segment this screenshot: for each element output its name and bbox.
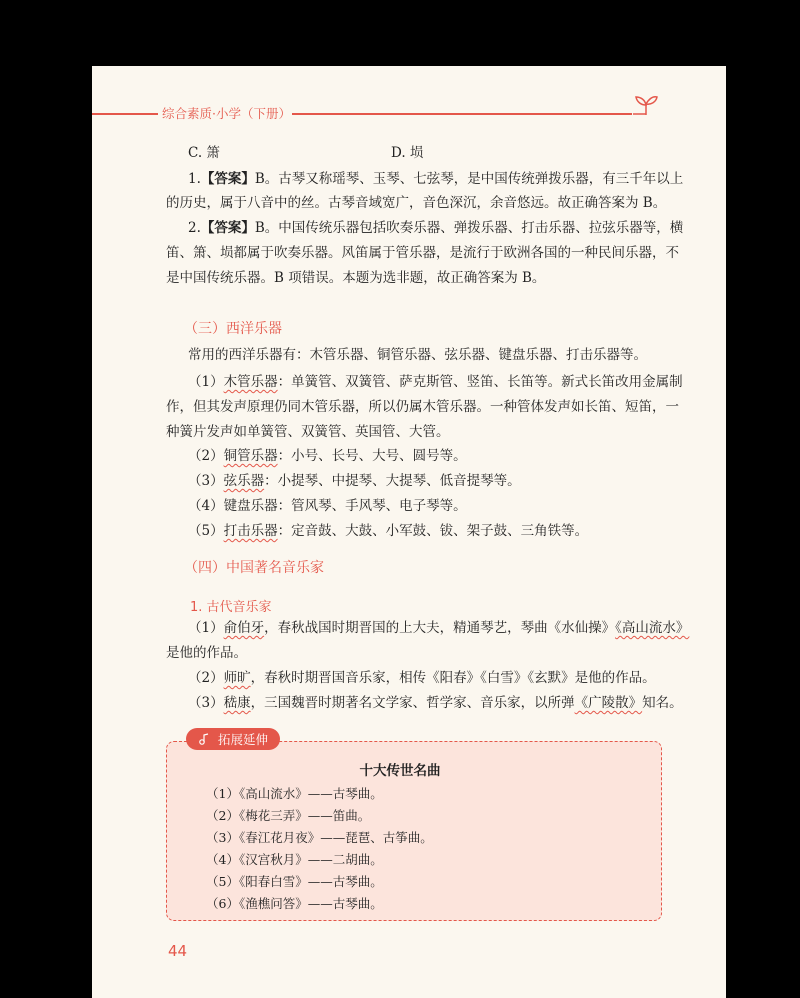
section-3-item-3: （3）弦乐器：小提琴、中提琴、大提琴、低音提琴等。: [188, 473, 521, 489]
section-3-item-5: （5）打击乐器：定音鼓、大鼓、小军鼓、钹、架子鼓、三角铁等。: [188, 523, 589, 539]
section-3-title: （三）西洋乐器: [184, 321, 282, 337]
song-item: （6）《渔樵问答》——古琴曲。: [206, 896, 383, 911]
header-rule-right: [292, 113, 632, 115]
section-4-subtitle: 1. 古代音乐家: [190, 600, 272, 615]
song-item: （5）《阳春白雪》——古琴曲。: [206, 874, 383, 889]
section-3-item-1-cont-1: 作，但其发声原理仍同木管乐器，所以仍属木管乐器。一种管体发声如长笛、短笛，一: [166, 399, 679, 415]
answer-2-line-2: 笛、箫、埙都属于吹奏乐器。风笛属于管乐器，是流行于欧洲各国的一种民间乐器，不: [166, 245, 679, 261]
song-item: （3）《春江花月夜》——琵琶、古筝曲。: [206, 830, 433, 845]
section-4-title: （四）中国著名音乐家: [184, 560, 324, 576]
musician-2: （2）师旷，春秋时期晋国音乐家，相传《阳春》《白雪》《玄默》是他的作品。: [188, 670, 656, 686]
option-c: C. 箫: [188, 145, 220, 161]
extension-tag: [186, 728, 280, 750]
answer-2-line-3: 是中国传统乐器。B 项错误。本题为选非题，故正确答案为 B。: [166, 270, 546, 286]
section-3-item-1: （1）木管乐器：单簧管、双簧管、萨克斯管、竖笛、长笛等。新式长笛改用金属制: [188, 374, 683, 390]
sprout-icon: [633, 94, 659, 120]
musician-3: （3）嵇康，三国魏晋时期著名文学家、哲学家、音乐家，以所弹《广陵散》知名。: [188, 695, 683, 711]
song-item: （1）《高山流水》——古琴曲。: [206, 786, 383, 801]
musician-1-cont: 是他的作品。: [166, 645, 247, 661]
song-item: （4）《汉宫秋月》——二胡曲。: [206, 852, 383, 867]
header-title: 综合素质·小学（下册）: [162, 106, 291, 121]
section-3-item-4: （4）键盘乐器：管风琴、手风琴、电子琴等。: [188, 498, 467, 514]
section-3-item-2: （2）铜管乐器：小号、长号、大号、圆号等。: [188, 448, 467, 464]
option-d: D. 埙: [391, 145, 424, 161]
extension-heading: 十大传世名曲: [359, 763, 441, 779]
header-rule-left: [92, 113, 158, 115]
section-3-intro: 常用的西洋乐器有：木管乐器、铜管乐器、弦乐器、键盘乐器、打击乐器等。: [188, 347, 647, 363]
answer-1-line-1: 1.【答案】B。古琴又称瑶琴、玉琴、七弦琴，是中国传统弹拨乐器，有三千年以上: [188, 171, 684, 187]
music-note-icon: [198, 733, 210, 745]
section-3-item-1-cont-2: 种簧片发声如单簧管、双簧管、英国管、大管。: [166, 424, 450, 440]
answer-1-line-2: 的历史，属于八音中的丝。古琴音域宽广，音色深沉，余音悠远。故正确答案为 B。: [166, 195, 667, 211]
extension-tag-label: 拓展延伸: [218, 732, 269, 747]
answer-2-line-1: 2.【答案】B。中国传统乐器包括吹奏乐器、弹拨乐器、打击乐器、拉弦乐器等，横: [188, 220, 684, 236]
musician-1: （1）俞伯牙，春秋战国时期晋国的上大夫，精通琴艺，琴曲《水仙操》《高山流水》: [188, 620, 690, 636]
page-number: 44: [168, 942, 188, 960]
song-item: （2）《梅花三弄》——笛曲。: [206, 808, 371, 823]
